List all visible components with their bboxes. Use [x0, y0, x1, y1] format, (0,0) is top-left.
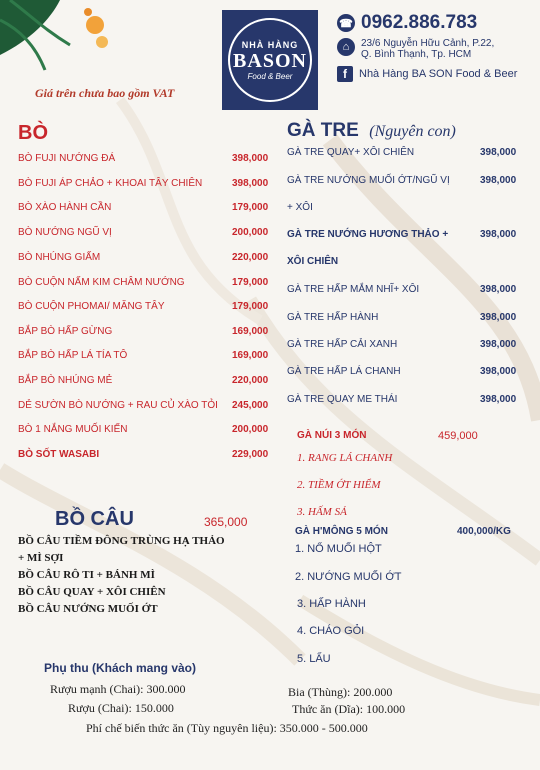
vat-note: Giá trên chưa bao gồm VAT — [35, 86, 175, 100]
menu-item-name: GÀ TRE HẤP CẢI XANH — [287, 339, 398, 350]
ga-hmong-item: 5. LẨU — [297, 653, 331, 665]
menu-item-price: 220,000 — [232, 375, 269, 386]
logo-top-text: NHÀ HÀNG — [241, 39, 299, 50]
menu-item-name: BÒ CUỘN NẤM KIM CHÂM NƯỚNG — [18, 277, 185, 288]
menu-item-name: GÀ TRE HẤP MẮM NHĨ+ XÔI — [287, 284, 420, 295]
menu-item-name: DẺ SƯỜN BÒ NƯỚNG + RAU CỦ XÀO TỎI — [18, 400, 218, 411]
address-line-1: 23/6 Nguyễn Hữu Cảnh, P.22, — [361, 38, 495, 49]
menu-item-price: 398,000 — [480, 312, 517, 323]
section-title-ga-tre — [287, 120, 456, 142]
facebook-contact[interactable] — [337, 66, 517, 82]
menu-item-price: 398,000 — [480, 175, 517, 186]
menu-item-name: BÒ CUỘN PHOMAI/ MĂNG TÂY — [18, 301, 165, 312]
bo-cau-item: BỒ CÂU QUAY + XÔI CHIÊN — [18, 586, 166, 598]
menu-item-price: 179,000 — [232, 202, 269, 213]
bo-cau-item: + MÌ SỢI — [18, 552, 64, 564]
logo-main-text: BASON — [233, 49, 307, 72]
menu-item-price: 245,000 — [232, 400, 269, 411]
ga-nui-price: 459,000 — [438, 430, 478, 442]
section-title-bo-cau: BỒ CÂU — [55, 508, 134, 530]
menu-item-price: 169,000 — [232, 326, 269, 337]
surcharge-ruou-manh: Rượu mạnh (Chai): 300.000 — [50, 682, 186, 696]
phone-icon: ☎ — [337, 14, 355, 32]
menu-item-name: BÒ SỐT WASABI — [18, 449, 100, 460]
menu-item-name: BẮP BÒ HẤP GỪNG — [18, 326, 113, 337]
menu-item-price: 398,000 — [480, 147, 517, 158]
phone-number: 0962.886.783 — [361, 12, 478, 33]
bo-cau-price: 365,000 — [204, 515, 248, 529]
ga-hmong-item: 3. HẤP HÀNH — [297, 598, 366, 610]
menu-item-price: 398,000 — [232, 153, 269, 164]
menu-item-price: 229,000 — [232, 449, 269, 460]
facebook-name: Nhà Hàng BA SON Food & Beer — [359, 68, 518, 80]
menu-item-price: 398,000 — [480, 229, 517, 240]
menu-item-name: BẮP BÒ HẤP LÁ TÍA TÔ — [18, 350, 128, 361]
section-title-bo: BÒ — [18, 122, 48, 144]
menu-item-price: 398,000 — [480, 394, 517, 405]
address-line-2: Q. Bình Thạnh, Tp. HCM — [361, 49, 472, 60]
surcharge-title: Phụ thu (Khách mang vào) — [44, 661, 197, 675]
menu-item-name: BÒ NHÚNG GIẤM — [18, 252, 101, 263]
menu-item-price: 200,000 — [232, 227, 269, 238]
menu-item-name: BẮP BÒ NHÚNG MẺ — [18, 375, 113, 386]
menu-item-name: GÀ TRE NƯỚNG HƯƠNG THẢO + — [287, 229, 449, 240]
menu-item-name: GÀ TRE NƯỚNG MUỐI ỚT/NGŨ VỊ — [287, 175, 450, 186]
menu-item-name: BÒ NƯỚNG NGŨ VỊ — [18, 227, 112, 238]
menu-item-name: BÒ XÀO HÀNH CẦN — [18, 202, 112, 213]
bo-cau-item: BỒ CÂU NƯỚNG MUỐI ỚT — [18, 603, 158, 615]
ga-tre-subtitle: (Nguyên con) — [369, 123, 456, 140]
menu-item-name: GÀ TRE HẤP LÁ CHANH — [287, 366, 401, 377]
menu-item-name: BÒ 1 NẮNG MUỐI KIẾN — [18, 424, 128, 435]
surcharge-phi-che-bien: Phí chế biến thức ăn (Tùy nguyên liệu): 350.000 - 500.000 — [86, 721, 368, 735]
bo-cau-item: BỒ CÂU RÔ TI + BÁNH MÌ — [18, 569, 155, 581]
menu-item-price: 398,000 — [232, 178, 269, 189]
phone-contact[interactable] — [337, 12, 477, 34]
menu-item-price: 220,000 — [232, 252, 269, 263]
menu-item-price: 398,000 — [480, 284, 517, 295]
surcharge-bia: Bia (Thùng): 200.000 — [288, 685, 393, 699]
ga-nui-title: GÀ NÚI 3 MÓN — [297, 430, 367, 441]
menu-item-price: 179,000 — [232, 277, 269, 288]
menu-item-price: 398,000 — [480, 366, 517, 377]
surcharge-ruou: Rượu (Chai): 150.000 — [68, 701, 174, 715]
bo-cau-item: BỒ CÂU TIỀM ĐÔNG TRÙNG HẠ THẢO — [18, 535, 225, 547]
menu-item-name: GÀ TRE QUAY+ XÔI CHIÊN — [287, 147, 415, 158]
home-icon: ⌂ — [337, 38, 355, 56]
restaurant-logo — [222, 10, 318, 110]
menu-item-name: GÀ TRE QUAY ME THÁI — [287, 394, 398, 405]
address-contact — [337, 38, 494, 60]
menu-item-name: BÒ FUJI ÁP CHẢO + KHOAI TÂY CHIÊN — [18, 178, 203, 189]
menu-item-price: 169,000 — [232, 350, 269, 361]
ga-hmong-title: GÀ H'MÔNG 5 MÓN — [295, 526, 388, 537]
ga-hmong-item: 2. NƯỚNG MUỐI ỚT — [295, 571, 402, 583]
ga-hmong-item: 4. CHÁO GỎI — [297, 625, 365, 637]
surcharge-thuc-an: Thức ăn (Dĩa): 100.000 — [292, 702, 406, 716]
logo-sub-text: Food & Beer — [247, 71, 293, 81]
menu-item-price: 398,000 — [480, 339, 517, 350]
ga-tre-title: GÀ TRE — [287, 120, 359, 141]
menu-item-name-cont: + XÔI — [287, 202, 313, 213]
ga-nui-item: 3. HẤM SẢ — [297, 506, 347, 518]
leaf-decoration — [0, 0, 120, 80]
ga-hmong-item: 1. NỔ MUỐI HỘT — [295, 543, 382, 555]
ga-nui-item: 2. TIỀM ỚT HIỂM — [297, 479, 381, 491]
facebook-icon: f — [337, 66, 353, 82]
ga-nui-item: 1. RANG LÁ CHANH — [297, 452, 393, 464]
ga-hmong-price: 400,000/KG — [457, 526, 511, 537]
menu-item-name: GÀ TRE HẤP HÀNH — [287, 312, 379, 323]
menu-item-name-cont: XÔI CHIÊN — [287, 256, 339, 267]
menu-item-price: 179,000 — [232, 301, 269, 312]
menu-item-name: BÒ FUJI NƯỚNG ĐÁ — [18, 153, 116, 164]
menu-item-price: 200,000 — [232, 424, 269, 435]
